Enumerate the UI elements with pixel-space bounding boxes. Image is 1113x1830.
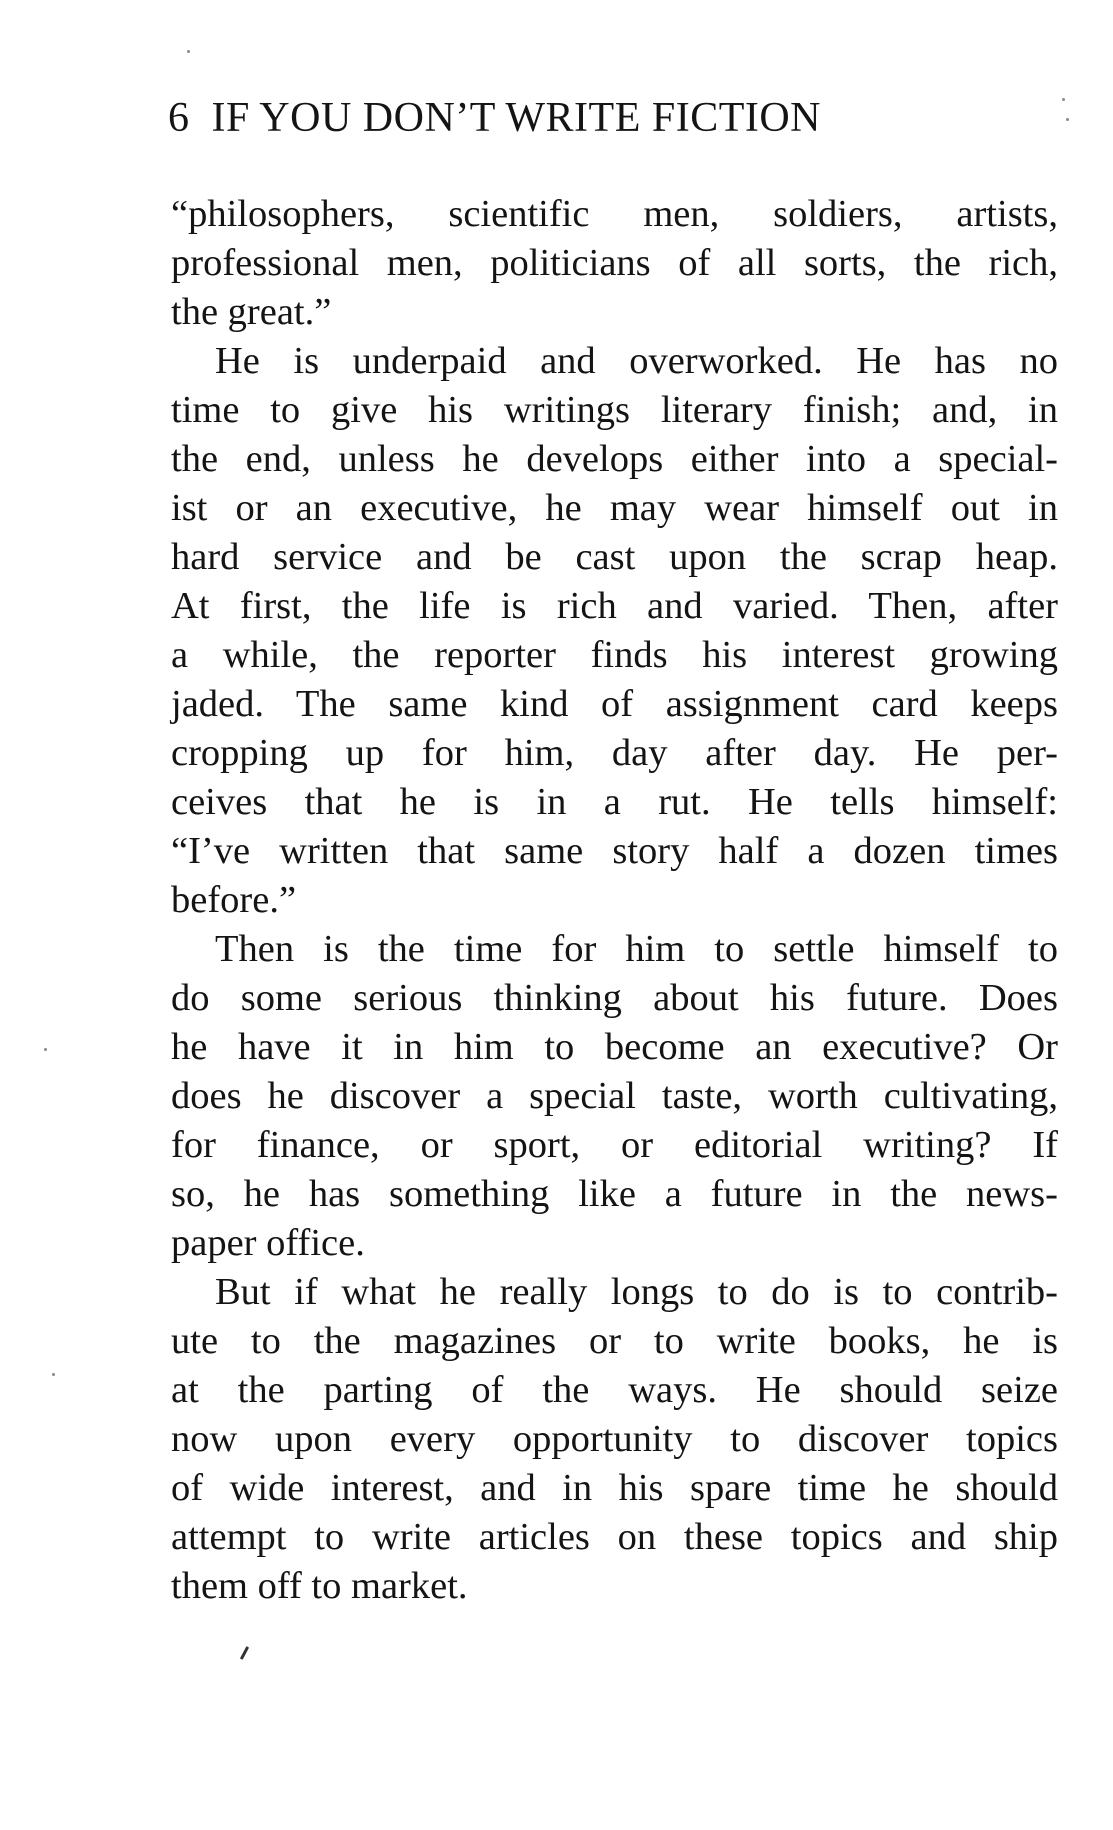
text-line: At first, the life is rich and varied. Then, after [171, 585, 1058, 627]
text-line: now upon every opportunity to discover topics [171, 1418, 1058, 1460]
text-line: Then is the time for him to settle himself to [215, 928, 1058, 970]
text-line: them off to market. [171, 1565, 468, 1607]
text-line: “philosophers, scientific men, soldiers, artists, [171, 193, 1058, 235]
text-line: attempt to write articles on these topics and ship [171, 1516, 1058, 1558]
text-line: cropping up for him, day after day. He per- [171, 732, 1058, 774]
scan-speck [44, 1048, 47, 1051]
body-text [171, 190, 1058, 1611]
text-line: jaded. The same kind of assignment card keeps [171, 683, 1058, 725]
text-line: But if what he really longs to do is to contrib- [215, 1271, 1058, 1313]
text-line: ceives that he is in a rut. He tells himself: [171, 781, 1058, 823]
running-title: IF YOU DON’T WRITE FICTION [211, 95, 822, 141]
scan-speck [1062, 98, 1065, 101]
text-line: ist or an executive, he may wear himself out in [171, 487, 1058, 529]
text-line: professional men, politicians of all sorts, the rich, [171, 242, 1058, 284]
text-line: for finance, or sport, or editorial writing? If [171, 1124, 1058, 1166]
running-head [168, 92, 1068, 144]
text-line: so, he has something like a future in the news- [171, 1173, 1058, 1215]
scan-speck [1066, 118, 1069, 121]
text-line: he have it in him to become an executive? Or [171, 1026, 1058, 1068]
scan-speck [52, 1373, 55, 1376]
text-line: at the parting of the ways. He should seize [171, 1369, 1058, 1411]
text-line: do some serious thinking about his future. Does [171, 977, 1058, 1019]
text-line: the great.” [171, 291, 332, 333]
pen-mark [240, 1646, 249, 1660]
text-line: He is underpaid and overworked. He has no [215, 340, 1058, 382]
text-line: the end, unless he develops either into a special- [171, 438, 1058, 480]
text-line: hard service and be cast upon the scrap heap. [171, 536, 1058, 578]
text-line: of wide interest, and in his spare time he should [171, 1467, 1058, 1509]
text-line: ute to the magazines or to write books, he is [171, 1320, 1058, 1362]
text-line: does he discover a special taste, worth cultivating, [171, 1075, 1058, 1117]
page-number: 6 [168, 95, 190, 141]
scan-speck [187, 50, 190, 53]
text-line: time to give his writings literary finish; and, in [171, 389, 1058, 431]
text-line: paper office. [171, 1222, 365, 1264]
text-line: a while, the reporter finds his interest growing [171, 634, 1058, 676]
text-line: before.” [171, 879, 297, 921]
text-line: “I’ve written that same story half a dozen times [171, 830, 1058, 872]
